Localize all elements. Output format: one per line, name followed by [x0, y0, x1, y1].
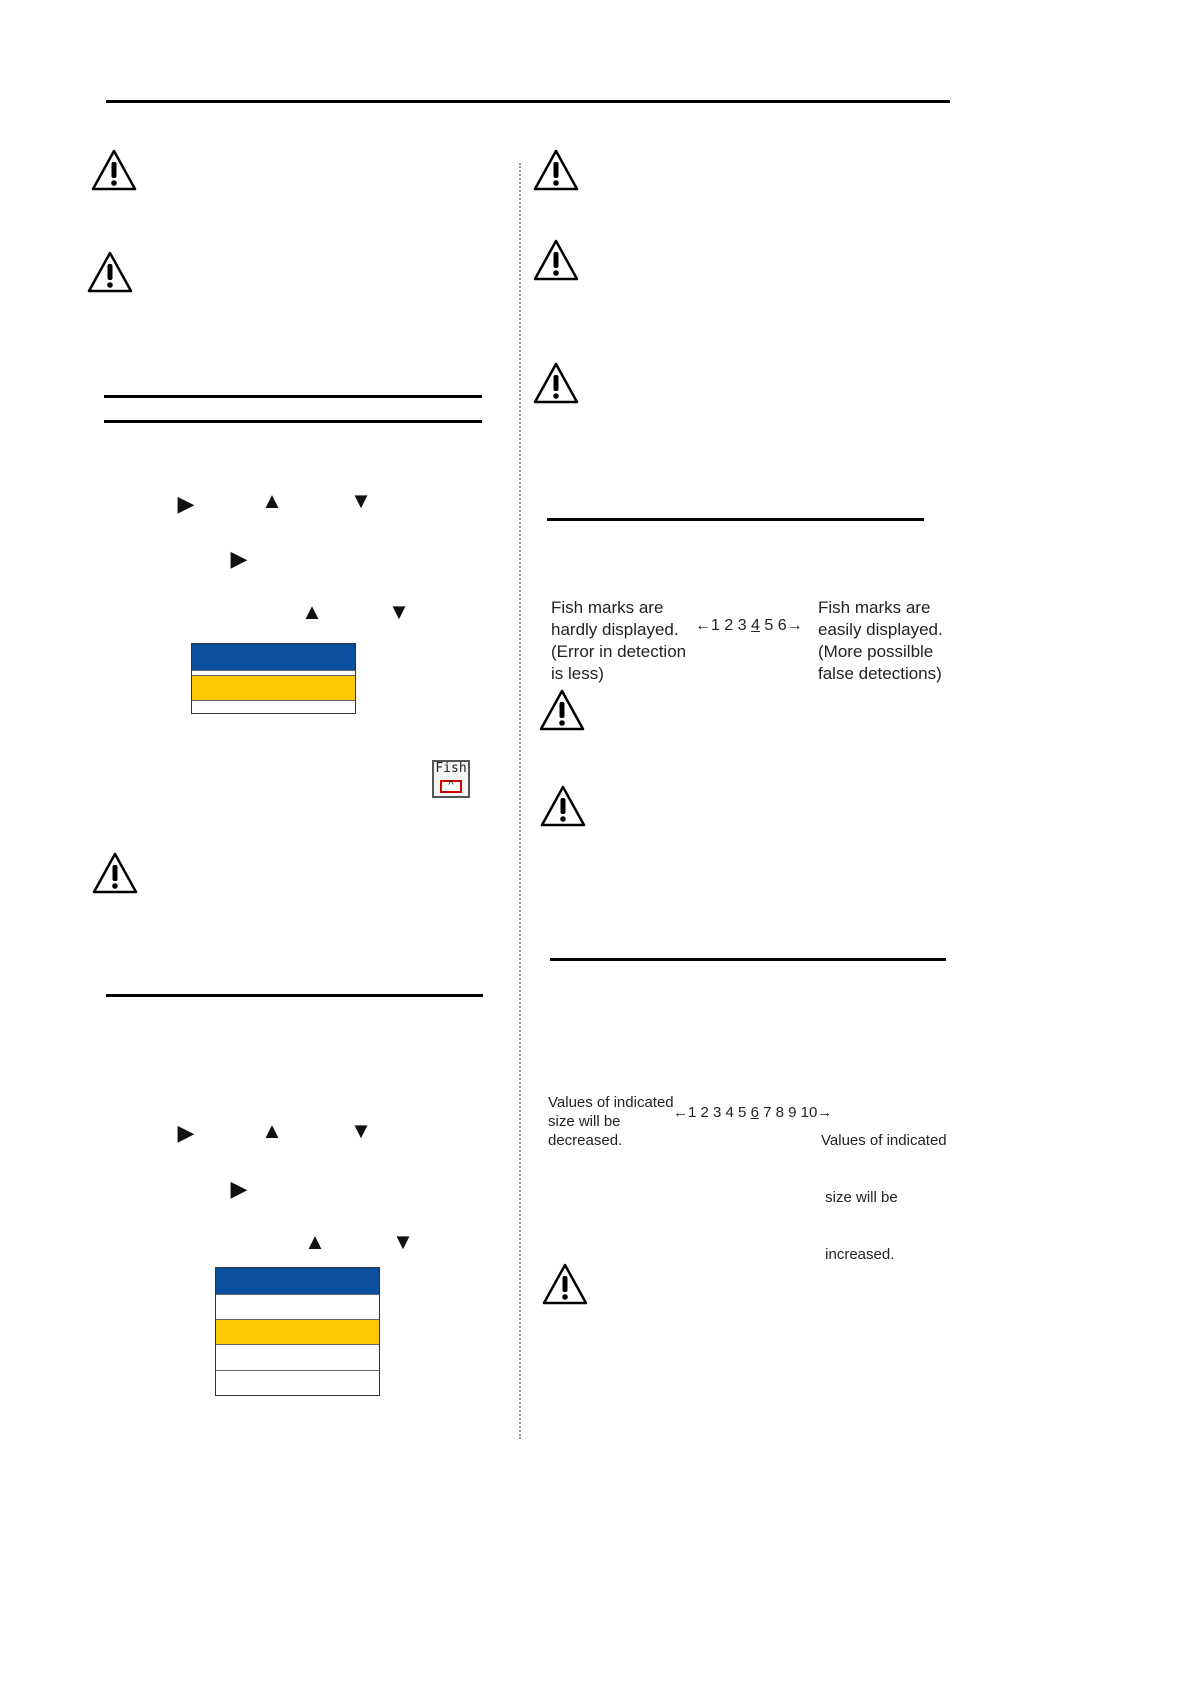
text-line: (Error in detection: [551, 642, 687, 661]
warning-icon: [532, 238, 580, 282]
warning-icon: [539, 784, 587, 828]
warning-icon: [538, 688, 586, 732]
right-arrow-icon: ▶: [177, 491, 195, 516]
down-arrow-icon: ▼: [350, 1118, 372, 1143]
down-arrow-icon: ▼: [388, 599, 410, 624]
size-decrease-description: [548, 1093, 678, 1150]
scale-selected-value: 4: [751, 617, 760, 634]
top-rule: [106, 100, 950, 103]
text-line: increased.: [821, 1246, 895, 1263]
text-line: false detections): [818, 664, 942, 683]
warning-icon: [90, 148, 138, 192]
text-line: size will be: [548, 1113, 621, 1130]
size-scale: [673, 1104, 832, 1121]
text-line: Fish marks are: [818, 598, 931, 617]
sensitivity-high-description: [818, 597, 958, 685]
text-line: Fish marks are: [551, 598, 664, 617]
menu-header: [216, 1268, 379, 1295]
sensitivity-low-description: [551, 597, 701, 685]
text-line: easily displayed.: [818, 620, 943, 639]
fish-icon-label: Fish: [435, 761, 467, 776]
text-line: size will be: [821, 1189, 898, 1206]
text-line: Values of indicated: [548, 1094, 674, 1111]
warning-icon: [91, 851, 139, 895]
menu-item[interactable]: [216, 1345, 379, 1371]
menu-header: [192, 644, 355, 671]
up-arrow-icon: ▲: [261, 1118, 283, 1143]
section-rule: [104, 395, 482, 398]
up-arrow-icon: ▲: [304, 1229, 326, 1254]
right-arrow-icon: ▶: [230, 546, 248, 571]
up-arrow-icon: ▲: [301, 599, 323, 624]
warning-icon: [86, 250, 134, 294]
text-line: (More possilble: [818, 642, 934, 661]
menu-item[interactable]: [192, 701, 355, 713]
fish-setting-menu: [191, 643, 356, 714]
sensitivity-scale: [695, 617, 803, 635]
scale-suffix: 5 6→: [759, 617, 803, 634]
text-line: Values of indicated: [821, 1132, 947, 1149]
scale-prefix: ←1 2 3: [695, 617, 752, 634]
up-arrow-icon: ▲: [261, 488, 283, 513]
column-divider: [519, 163, 521, 1439]
text-line: decreased.: [548, 1132, 623, 1149]
right-arrow-icon: ▶: [177, 1120, 195, 1145]
scale-selected-value: 6: [750, 1104, 759, 1121]
size-setting-menu: [215, 1267, 380, 1396]
section-rule: [550, 958, 946, 961]
down-arrow-icon: ▼: [392, 1229, 414, 1254]
section-rule: [104, 420, 482, 423]
menu-item-selected[interactable]: [216, 1320, 379, 1345]
menu-item[interactable]: [216, 1295, 379, 1320]
section-rule: [106, 994, 483, 997]
fish-alarm-icon: [432, 760, 470, 798]
section-rule: [547, 518, 924, 521]
text-line: is less): [551, 664, 604, 683]
menu-item[interactable]: [216, 1371, 379, 1395]
warning-icon: [532, 361, 580, 405]
text-line: hardly displayed.: [551, 620, 679, 639]
menu-item-selected[interactable]: [192, 676, 355, 701]
scale-prefix: ←1 2 3 4 5: [673, 1104, 751, 1121]
down-arrow-icon: ▼: [350, 488, 372, 513]
warning-icon: [541, 1262, 589, 1306]
right-arrow-icon: ▶: [230, 1176, 248, 1201]
size-increase-description: [821, 1093, 951, 1283]
scale-suffix: 7 8 9 10→: [758, 1104, 833, 1121]
fish-mark-box: ^: [440, 780, 462, 793]
warning-icon: [532, 148, 580, 192]
